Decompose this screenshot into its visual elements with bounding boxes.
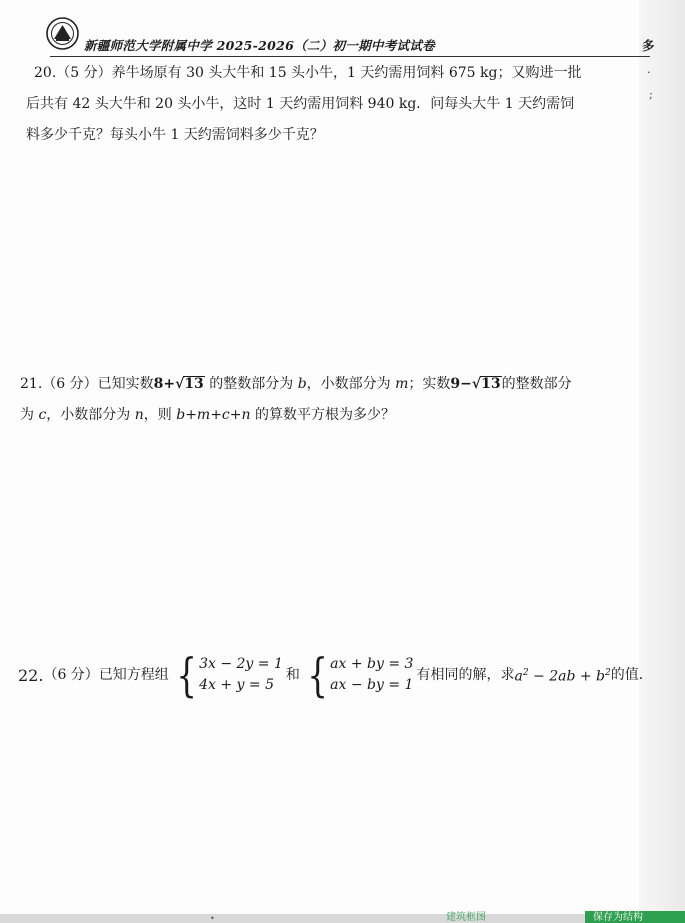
question-points: （6 分） xyxy=(42,376,98,392)
equation: ax + by = 3 xyxy=(330,656,414,672)
expr-prefix: 8+ xyxy=(153,376,176,392)
footer-link[interactable]: 建筑框图 xyxy=(446,912,486,923)
footer-action-button[interactable]: 保存为结构 xyxy=(585,911,685,923)
variable-m: m xyxy=(395,376,409,392)
equation: 3x − 2y = 1 xyxy=(199,656,283,672)
question-21 xyxy=(20,369,572,431)
question-text: 已知方程组 xyxy=(98,666,169,683)
question-number: 21. xyxy=(20,376,43,392)
variable-a: a xyxy=(514,668,523,685)
question-text: 的整数部分 xyxy=(501,376,572,392)
question-line: 后共有 42 头大牛和 20 头小牛，这时 1 天约需用饲料 940 kg．问每头大牛 1 天约需饲 xyxy=(26,96,575,112)
equation-system-2 xyxy=(303,648,414,702)
question-text: 的整数部分为 xyxy=(204,376,298,392)
sqrt-sign: √ xyxy=(471,376,482,392)
footer-dot: • xyxy=(210,914,215,923)
question-line: 料多少千克？每头小牛 1 天约需饲料多少千克？ xyxy=(26,127,324,143)
margin-mark: · xyxy=(647,66,651,79)
expr-middle: − 2ab + xyxy=(528,668,597,685)
math-expression xyxy=(514,658,610,693)
margin-mark: ; xyxy=(649,88,653,101)
equation-system-1 xyxy=(172,648,283,702)
equation: 4x + y = 5 xyxy=(199,677,274,693)
question-number: 22. xyxy=(18,665,44,685)
question-text: ，则 xyxy=(143,407,177,423)
variable-b: b xyxy=(297,376,307,392)
math-expression xyxy=(450,376,501,392)
math-expression xyxy=(154,376,205,392)
question-text: 的算数平方根为多少？ xyxy=(250,407,395,423)
question-text: ，小数部分为 xyxy=(306,376,396,392)
expr-prefix: 9− xyxy=(450,376,472,392)
brace-icon: { xyxy=(307,648,328,702)
question-text: 养牛场原有 30 头大牛和 15 头小牛，1 天约需用饲料 675 kg；又购进一批 xyxy=(111,65,582,81)
question-text: 有相同的解，求 xyxy=(416,666,515,683)
equation: ax − by = 1 xyxy=(330,677,414,693)
sqrt-sign: √ xyxy=(175,376,185,392)
question-points: （5 分） xyxy=(56,65,112,81)
question-20 xyxy=(26,58,582,151)
header-right-fragment: 多 xyxy=(642,38,655,53)
question-text: 和 xyxy=(285,666,300,683)
question-number: 20. xyxy=(34,65,57,81)
question-text: 的值． xyxy=(610,666,653,683)
bottom-toolbar xyxy=(0,914,685,923)
variable-c: c xyxy=(38,407,47,423)
exam-header-title: 新疆师范大学附属中学 2025-2026（二）初一期中考试试卷 xyxy=(84,38,435,53)
question-text: 已知实数 xyxy=(97,376,154,392)
exponent: 2 xyxy=(605,667,611,678)
page-edge-shadow xyxy=(639,0,685,923)
sum-expression: b+m+c+n xyxy=(176,407,251,423)
question-line xyxy=(20,400,572,431)
question-line xyxy=(34,58,581,89)
sqrt-radicand: 13 xyxy=(481,376,501,392)
question-text: 为 xyxy=(20,407,39,423)
question-text: ；实数 xyxy=(408,376,451,392)
sqrt-radicand: 13 xyxy=(184,376,204,392)
variable-n: n xyxy=(134,407,144,423)
header-rule xyxy=(50,56,650,57)
exponent: 2 xyxy=(522,667,529,678)
question-line xyxy=(20,369,572,400)
question-points: （6 分） xyxy=(43,666,99,683)
brace-icon: { xyxy=(176,648,197,702)
question-text: ，小数部分为 xyxy=(46,407,135,423)
question-22 xyxy=(18,648,653,702)
variable-b: b xyxy=(596,668,606,685)
school-seal-logo xyxy=(46,17,79,50)
